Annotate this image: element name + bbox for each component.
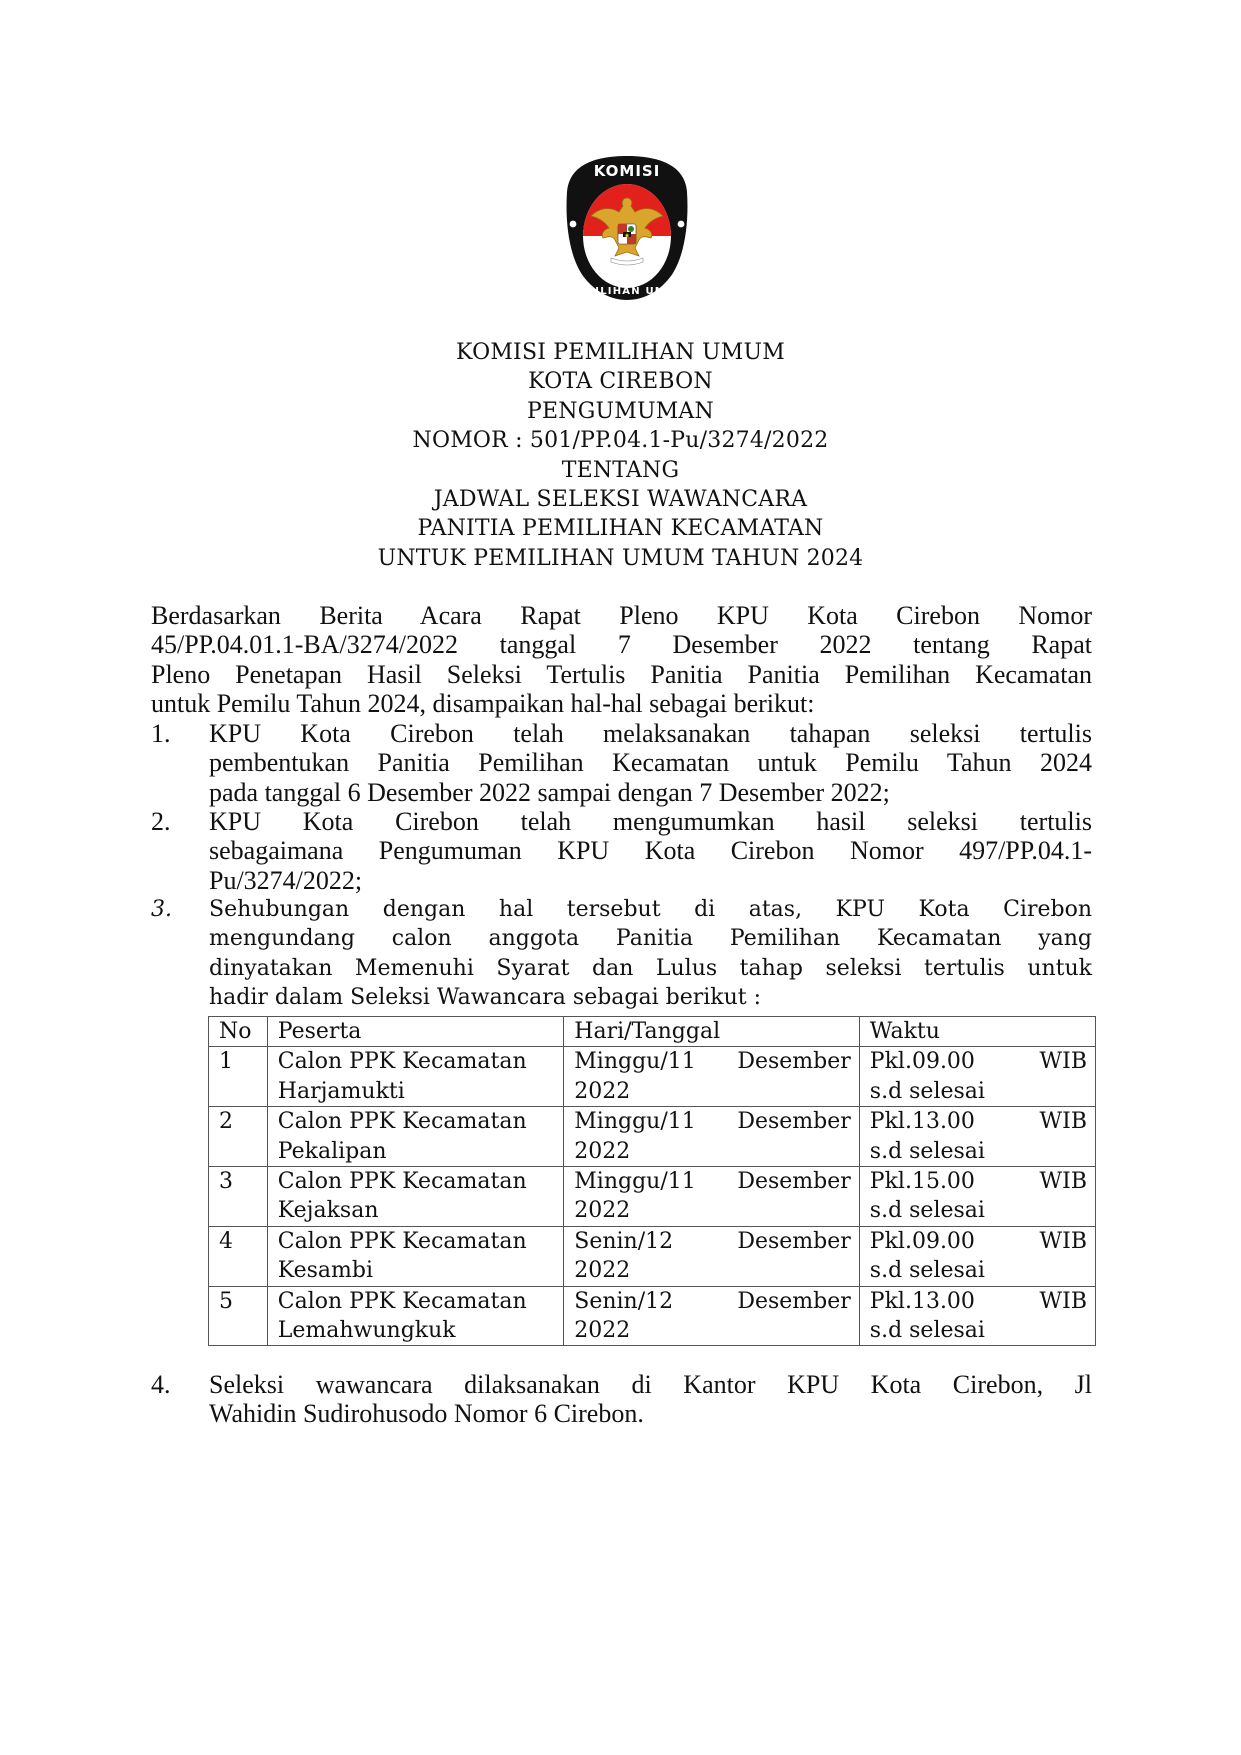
list-line: Sehubungan dengan hal tersebut di atas, KPU Kota Cirebon bbox=[209, 897, 1092, 922]
header-city: KOTA CIREBON bbox=[528, 369, 713, 395]
cell-no: 2 bbox=[209, 1107, 268, 1167]
cell-peserta: Calon PPK Kecamatan Kejaksan bbox=[267, 1167, 563, 1227]
list-line: hadir dalam Seleksi Wawancara sebagai berikut : bbox=[209, 985, 762, 1011]
cell-tanggal: Senin/12 Desember 2022 bbox=[564, 1226, 860, 1286]
cell-peserta: Calon PPK Kecamatan Pekalipan bbox=[267, 1107, 563, 1167]
table-row bbox=[209, 1047, 1096, 1107]
list-number: 2. bbox=[151, 807, 171, 836]
cell-tanggal: Minggu/11 Desember 2022 bbox=[564, 1047, 860, 1107]
cell-tanggal: Minggu/11 Desember 2022 bbox=[564, 1167, 860, 1227]
cell-no: 5 bbox=[209, 1286, 268, 1346]
intro-line: Pleno Penetapan Hasil Seleksi Tertulis Panitia Panitia Pemilihan Kecamatan bbox=[151, 659, 1092, 689]
header-waktu: Waktu bbox=[859, 1017, 1095, 1047]
intro-line: 45/PP.04.01.1-BA/3274/2022 tanggal 7 Desember 2022 tentang Rapat bbox=[151, 630, 1092, 660]
cell-tanggal: Senin/12 Desember 2022 bbox=[564, 1286, 860, 1346]
cell-waktu: Pkl.13.00 WIB s.d selesai bbox=[859, 1286, 1095, 1346]
list-line: Wahidin Sudirohusodo Nomor 6 Cirebon. bbox=[209, 1399, 644, 1429]
logo-top-text: KOMISI bbox=[593, 162, 661, 180]
cell-peserta: Calon PPK Kecamatan Kesambi bbox=[267, 1226, 563, 1286]
table-row bbox=[209, 1107, 1096, 1167]
list-line: mengundang calon anggota Panitia Pemilihan Kecamatan yang bbox=[209, 926, 1092, 952]
header-subject-2: PANITIA PEMILIHAN KECAMATAN bbox=[417, 516, 824, 542]
intro-paragraph bbox=[151, 601, 1092, 719]
list-line: dinyatakan Memenuhi Syarat dan Lulus tahap seleksi tertulis untuk bbox=[209, 955, 1092, 981]
list-body bbox=[209, 807, 1092, 895]
list-number: 1. bbox=[151, 719, 171, 748]
intro-line: Berdasarkan Berita Acara Rapat Pleno KPU Kota Cirebon Nomor bbox=[151, 601, 1092, 630]
list-number: 4. bbox=[151, 1370, 171, 1399]
list-line: KPU Kota Cirebon telah melaksanakan tahapan seleksi tertulis bbox=[209, 719, 1092, 748]
list-number: 3. bbox=[151, 897, 172, 922]
header-subject-1: JADWAL SELEKSI WAWANCARA bbox=[433, 487, 808, 513]
list-body bbox=[209, 895, 1092, 1013]
kpu-logo-icon bbox=[563, 152, 691, 304]
table-row bbox=[209, 1167, 1096, 1227]
cell-waktu: Pkl.15.00 WIB s.d selesai bbox=[859, 1167, 1095, 1227]
cell-no: 3 bbox=[209, 1167, 268, 1227]
list-body bbox=[209, 1370, 1092, 1429]
header-tanggal: Hari/Tanggal bbox=[564, 1017, 860, 1047]
cell-waktu: Pkl.09.00 WIB s.d selesai bbox=[859, 1226, 1095, 1286]
list-line: pembentukan Panitia Pemilihan Kecamatan untuk Pemilu Tahun 2024 bbox=[209, 748, 1092, 778]
list-line: pada tanggal 6 Desember 2022 sampai dengan 7 Desember 2022; bbox=[209, 777, 890, 807]
header-number: NOMOR : 501/PP.04.1-Pu/3274/2022 bbox=[412, 428, 829, 454]
list-body bbox=[209, 719, 1092, 807]
header-tentang: TENTANG bbox=[561, 457, 680, 483]
cell-peserta: Calon PPK Kecamatan Lemahwungkuk bbox=[267, 1286, 563, 1346]
list-line: sebagaimana Pengumuman KPU Kota Cirebon Nomor 497/PP.04.1- bbox=[209, 836, 1092, 866]
cell-waktu: Pkl.09.00 WIB s.d selesai bbox=[859, 1047, 1095, 1107]
table-header-row bbox=[209, 1017, 1096, 1047]
logo-bottom-text: PEMILIHAN UMUM bbox=[567, 286, 687, 297]
cell-no: 1 bbox=[209, 1047, 268, 1107]
interview-schedule-table bbox=[208, 1016, 1096, 1346]
header-peserta: Peserta bbox=[267, 1017, 563, 1047]
cell-peserta: Calon PPK Kecamatan Harjamukti bbox=[267, 1047, 563, 1107]
header-doc-type: PENGUMUMAN bbox=[527, 398, 714, 424]
cell-tanggal: Minggu/11 Desember 2022 bbox=[564, 1107, 860, 1167]
header-institution: KOMISI PEMILIHAN UMUM bbox=[456, 340, 785, 365]
header-subject-3: UNTUK PEMILIHAN UMUM TAHUN 2024 bbox=[377, 545, 864, 571]
table-row bbox=[209, 1286, 1096, 1346]
table-row bbox=[209, 1226, 1096, 1286]
cell-no: 4 bbox=[209, 1226, 268, 1286]
list-line: Pu/3274/2022; bbox=[209, 865, 363, 895]
list-line: Seleksi wawancara dilaksanakan di Kantor KPU Kota Cirebon, Jl bbox=[209, 1370, 1092, 1399]
document-header bbox=[0, 338, 1241, 573]
intro-line: untuk Pemilu Tahun 2024, disampaikan hal-hal sebagai berikut: bbox=[151, 689, 815, 719]
list-line: KPU Kota Cirebon telah mengumumkan hasil seleksi tertulis bbox=[209, 807, 1092, 836]
header-no: No bbox=[209, 1017, 268, 1047]
cell-waktu: Pkl.13.00 WIB s.d selesai bbox=[859, 1107, 1095, 1167]
